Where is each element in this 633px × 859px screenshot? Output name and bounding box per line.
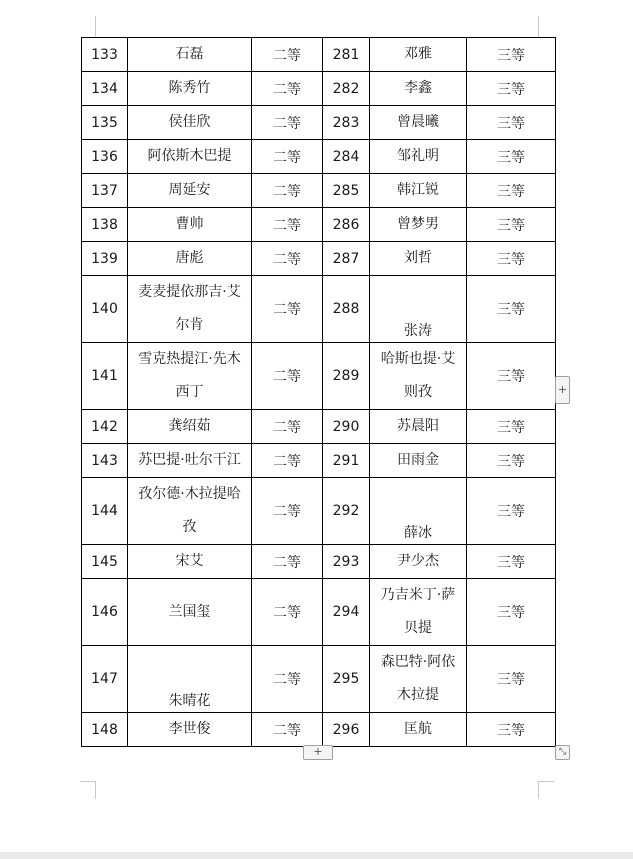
winner-name-cell[interactable]	[128, 106, 252, 140]
award-grade-cell[interactable]	[252, 38, 323, 72]
table-row	[82, 106, 556, 140]
award-grade-cell[interactable]	[252, 579, 323, 646]
award-grade-text: 二等	[273, 369, 301, 385]
winner-name-text: 尹少杰	[397, 553, 439, 569]
winner-name-cell[interactable]	[370, 208, 467, 242]
award-number-cell[interactable]	[82, 579, 128, 646]
winner-name-text: 朱晴花	[168, 693, 211, 709]
award-number-text: 139	[91, 250, 118, 267]
winner-name-text: 曹帅	[175, 216, 204, 232]
award-grade-text: 二等	[273, 302, 301, 318]
winner-name-cell[interactable]	[128, 713, 252, 747]
award-number-cell[interactable]	[82, 140, 128, 174]
award-grade-cell[interactable]	[252, 106, 323, 140]
award-number-cell[interactable]	[323, 478, 370, 545]
table-row	[82, 174, 556, 208]
award-number-cell[interactable]	[323, 343, 370, 410]
award-grade-cell[interactable]	[252, 140, 323, 174]
award-grade-text: 二等	[273, 115, 301, 132]
award-grade-cell[interactable]	[252, 242, 323, 276]
table-row	[82, 72, 556, 106]
award-number-text: 143	[91, 452, 118, 469]
table-row	[82, 343, 556, 410]
winner-name-text: 田雨金	[397, 452, 439, 468]
award-number-text: 141	[91, 368, 118, 384]
award-number-cell[interactable]	[82, 276, 128, 343]
winner-name-cell[interactable]	[370, 174, 467, 208]
award-number-cell[interactable]	[82, 72, 128, 106]
award-grade-text: 三等	[497, 251, 525, 268]
table-row	[82, 38, 556, 72]
award-grade-text: 二等	[273, 183, 301, 200]
table-row	[82, 208, 556, 242]
winner-name-text: 兰国玺	[168, 603, 211, 620]
award-grade-text: 三等	[497, 605, 525, 621]
winner-name-cell[interactable]	[370, 343, 467, 410]
award-grade-cell[interactable]	[467, 444, 556, 478]
award-grade-text: 三等	[497, 81, 525, 98]
table-row	[82, 242, 556, 276]
award-number-text: 282	[332, 80, 360, 97]
award-grade-cell[interactable]	[252, 343, 323, 410]
winner-name-cell[interactable]	[128, 545, 252, 579]
award-grade-cell[interactable]	[252, 72, 323, 106]
add-row-button[interactable]: +	[303, 745, 333, 760]
winner-name-cell[interactable]	[128, 140, 252, 174]
winner-name-cell[interactable]	[128, 38, 252, 72]
award-grade-cell[interactable]	[252, 646, 323, 713]
award-grade-cell[interactable]	[467, 38, 556, 72]
award-number-text: 291	[332, 452, 360, 469]
award-grade-text: 二等	[273, 672, 301, 688]
award-number-text: 147	[91, 671, 118, 687]
table-row	[82, 410, 556, 444]
award-grade-text: 三等	[497, 149, 525, 166]
table-row	[82, 444, 556, 478]
award-number-text: 135	[91, 114, 118, 131]
winner-name-cell[interactable]	[370, 410, 467, 444]
winner-name-cell[interactable]	[128, 276, 252, 343]
winner-name-cell[interactable]	[128, 444, 252, 478]
award-number-text: 292	[332, 503, 360, 519]
award-grade-text: 三等	[497, 419, 525, 436]
award-number-cell[interactable]	[82, 343, 128, 410]
table-row	[82, 276, 556, 343]
winner-name-text: 刘哲	[404, 250, 432, 266]
winner-name-cell[interactable]	[128, 579, 252, 646]
award-number-text: 133	[91, 46, 118, 63]
award-number-text: 288	[332, 301, 360, 317]
award-grade-cell[interactable]	[252, 276, 323, 343]
award-grade-cell[interactable]	[252, 208, 323, 242]
award-number-text: 148	[91, 721, 118, 738]
award-grade-text: 二等	[273, 81, 301, 98]
winner-name-cell[interactable]	[370, 242, 467, 276]
award-number-text: 146	[91, 604, 118, 620]
winner-name-text: 韩江锐	[397, 182, 439, 198]
winner-name-text: 孜尔德·木拉提哈孜	[138, 486, 241, 535]
top-left-margin-mark	[95, 16, 96, 38]
winner-name-cell[interactable]	[370, 72, 467, 106]
winner-name-cell[interactable]	[128, 478, 252, 545]
award-number-cell[interactable]	[323, 106, 370, 140]
award-number-text: 294	[332, 604, 360, 620]
award-grade-cell[interactable]	[467, 646, 556, 713]
award-number-cell[interactable]	[323, 72, 370, 106]
award-number-cell[interactable]	[323, 38, 370, 72]
bottom-left-margin-mark	[80, 781, 96, 799]
winner-name-text: 龚绍茹	[168, 418, 211, 434]
award-grade-text: 二等	[273, 47, 301, 64]
award-grade-cell[interactable]	[252, 444, 323, 478]
award-table-body	[82, 38, 556, 747]
winner-name-text: 陈秀竹	[168, 80, 211, 96]
award-number-cell[interactable]	[323, 242, 370, 276]
award-number-cell[interactable]	[82, 106, 128, 140]
winner-name-text: 乃吉米丁·萨贝提	[380, 587, 456, 636]
award-grade-text: 三等	[497, 672, 525, 688]
award-grade-cell[interactable]	[252, 478, 323, 545]
winner-name-text: 哈斯也提·艾则孜	[380, 351, 456, 400]
award-grade-cell[interactable]	[252, 545, 323, 579]
table-row	[82, 140, 556, 174]
award-number-text: 137	[91, 182, 118, 199]
award-grade-cell[interactable]	[252, 713, 323, 747]
award-number-cell[interactable]	[323, 140, 370, 174]
award-grade-cell[interactable]	[467, 579, 556, 646]
winner-name-text: 邓雅	[404, 46, 432, 62]
award-number-cell[interactable]	[323, 208, 370, 242]
award-grade-text: 三等	[497, 183, 525, 200]
award-grade-text: 三等	[497, 302, 525, 318]
award-grade-text: 三等	[497, 369, 525, 385]
award-number-text: 287	[332, 250, 360, 267]
award-grade-text: 三等	[497, 554, 525, 571]
award-grade-text: 三等	[497, 217, 525, 234]
winner-name-cell[interactable]	[128, 646, 252, 713]
page-bottom-strip	[0, 852, 633, 859]
winner-name-cell[interactable]	[370, 444, 467, 478]
award-grade-text: 三等	[497, 504, 525, 520]
winner-name-cell[interactable]	[370, 713, 467, 747]
award-number-text: 295	[332, 671, 360, 687]
winner-name-text: 森巴特·阿依木拉提	[380, 654, 456, 703]
award-number-text: 140	[91, 301, 118, 317]
award-grade-text: 二等	[273, 504, 301, 520]
award-number-text: 283	[332, 114, 360, 131]
award-grade-cell[interactable]	[252, 410, 323, 444]
award-number-cell[interactable]	[82, 410, 128, 444]
winner-name-cell[interactable]	[128, 343, 252, 410]
winner-name-text: 李世俊	[168, 721, 211, 737]
award-grade-text: 三等	[497, 722, 525, 739]
award-number-cell[interactable]	[82, 545, 128, 579]
table-row	[82, 646, 556, 713]
winner-name-cell[interactable]	[370, 579, 467, 646]
award-number-text: 285	[332, 182, 360, 199]
award-number-cell[interactable]	[82, 478, 128, 545]
award-grade-cell[interactable]	[467, 106, 556, 140]
winner-name-text: 阿依斯木巴提	[147, 148, 232, 164]
award-grade-cell[interactable]	[467, 478, 556, 545]
award-grade-text: 二等	[273, 453, 301, 470]
winner-name-cell[interactable]	[128, 72, 252, 106]
winner-name-cell[interactable]	[370, 276, 467, 343]
award-grade-text: 三等	[497, 115, 525, 132]
winner-name-text: 张涛	[404, 323, 432, 339]
award-table[interactable]	[81, 37, 556, 747]
award-number-cell[interactable]	[82, 208, 128, 242]
award-number-text: 293	[332, 553, 360, 570]
award-number-cell[interactable]	[323, 579, 370, 646]
award-grade-cell[interactable]	[467, 276, 556, 343]
award-grade-text: 二等	[273, 722, 301, 739]
award-grade-text: 三等	[497, 47, 525, 64]
award-number-text: 289	[332, 368, 360, 384]
award-number-cell[interactable]	[323, 276, 370, 343]
winner-name-cell[interactable]	[370, 140, 467, 174]
winner-name-text: 雪克热提江·先木西丁	[138, 351, 241, 400]
award-grade-text: 二等	[273, 251, 301, 268]
award-number-text: 138	[91, 216, 118, 233]
winner-name-text: 薛冰	[404, 525, 432, 541]
award-number-cell[interactable]	[323, 713, 370, 747]
award-grade-text: 三等	[497, 453, 525, 470]
award-grade-text: 二等	[273, 419, 301, 436]
award-grade-text: 二等	[273, 217, 301, 234]
award-number-cell[interactable]	[82, 242, 128, 276]
award-number-cell[interactable]	[323, 545, 370, 579]
award-grade-cell[interactable]	[467, 208, 556, 242]
winner-name-cell[interactable]	[128, 410, 252, 444]
award-number-text: 144	[91, 503, 118, 519]
winner-name-cell[interactable]	[370, 38, 467, 72]
award-number-text: 142	[91, 418, 118, 435]
award-number-text: 296	[332, 721, 360, 738]
award-number-text: 281	[332, 46, 360, 63]
winner-name-text: 周延安	[168, 182, 211, 198]
award-number-text: 290	[332, 418, 360, 435]
winner-name-text: 曾梦男	[397, 216, 439, 232]
award-grade-text: 二等	[273, 605, 301, 621]
winner-name-cell[interactable]	[128, 208, 252, 242]
award-number-text: 134	[91, 80, 118, 97]
table-row	[82, 579, 556, 646]
winner-name-text: 匡航	[404, 721, 432, 737]
winner-name-cell[interactable]	[128, 174, 252, 208]
award-number-text: 145	[91, 553, 118, 570]
award-number-cell[interactable]	[323, 410, 370, 444]
winner-name-text: 侯佳欣	[168, 114, 211, 130]
award-number-cell[interactable]	[82, 713, 128, 747]
award-grade-cell[interactable]	[467, 545, 556, 579]
award-grade-cell[interactable]	[467, 72, 556, 106]
award-number-cell[interactable]	[82, 174, 128, 208]
bottom-right-margin-mark	[538, 781, 554, 799]
award-grade-text: 二等	[273, 554, 301, 571]
table-row	[82, 713, 556, 747]
winner-name-text: 宋艾	[175, 553, 204, 569]
table-row	[82, 545, 556, 579]
table-row	[82, 478, 556, 545]
award-grade-cell[interactable]	[467, 140, 556, 174]
winner-name-text: 石磊	[175, 46, 204, 62]
award-number-cell[interactable]	[82, 646, 128, 713]
award-number-cell[interactable]	[82, 38, 128, 72]
award-grade-text: 二等	[273, 149, 301, 166]
winner-name-text: 苏晨阳	[397, 418, 439, 434]
winner-name-cell[interactable]	[370, 478, 467, 545]
award-grade-cell[interactable]	[467, 713, 556, 747]
winner-name-cell[interactable]	[370, 646, 467, 713]
winner-name-cell[interactable]	[370, 545, 467, 579]
award-number-cell[interactable]	[323, 646, 370, 713]
award-number-text: 284	[332, 148, 360, 165]
winner-name-cell[interactable]	[370, 106, 467, 140]
table-resize-handle[interactable]: ⤡	[555, 745, 570, 760]
winner-name-text: 唐彪	[175, 250, 204, 266]
top-right-margin-mark	[538, 16, 539, 38]
award-grade-cell[interactable]	[467, 242, 556, 276]
award-grade-cell[interactable]	[467, 343, 556, 410]
award-number-cell[interactable]	[82, 444, 128, 478]
winner-name-text: 李鑫	[404, 80, 432, 96]
award-grade-cell[interactable]	[467, 174, 556, 208]
winner-name-text: 苏巴提·吐尔干江	[138, 452, 241, 468]
award-number-cell[interactable]	[323, 444, 370, 478]
winner-name-text: 邹礼明	[397, 148, 439, 164]
award-number-text: 136	[91, 148, 118, 165]
add-column-button[interactable]: +	[555, 376, 570, 404]
winner-name-text: 麦麦提依那吉·艾尔肯	[138, 284, 241, 333]
award-number-text: 286	[332, 216, 360, 233]
award-grade-cell[interactable]	[467, 410, 556, 444]
winner-name-cell[interactable]	[128, 242, 252, 276]
winner-name-text: 曾晨曦	[397, 114, 439, 130]
award-number-cell[interactable]	[323, 174, 370, 208]
award-grade-cell[interactable]	[252, 174, 323, 208]
